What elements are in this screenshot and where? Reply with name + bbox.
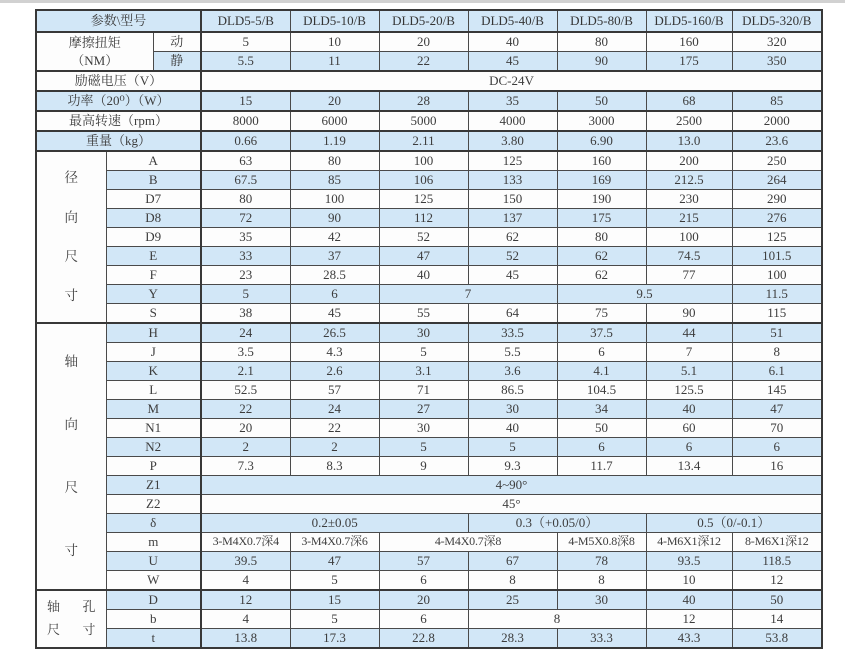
value-cell: 14 bbox=[732, 610, 822, 629]
value-cell: 8 bbox=[557, 571, 646, 591]
label-max-speed: 最高转速（rpm） bbox=[36, 111, 201, 131]
value-cell: 6 bbox=[646, 438, 732, 457]
param-t: t bbox=[106, 629, 201, 649]
value-cell: 24 bbox=[201, 323, 290, 343]
value-cell: 4 bbox=[201, 610, 290, 629]
value-cell: 137 bbox=[468, 209, 557, 228]
value-cell: 37 bbox=[290, 247, 379, 266]
value-cell: 13.8 bbox=[201, 629, 290, 649]
value-cell: 8 bbox=[468, 571, 557, 591]
value-cell: 6.90 bbox=[557, 131, 646, 151]
param-K: K bbox=[106, 362, 201, 381]
value-cell: 3-M4X0.7深6 bbox=[290, 533, 379, 552]
value-cell: 0.5（0/-0.1） bbox=[646, 514, 822, 533]
value-cell: 93.5 bbox=[646, 552, 732, 571]
value-cell: 6 bbox=[557, 438, 646, 457]
value-cell: 290 bbox=[732, 190, 822, 209]
value-cell: 37.5 bbox=[557, 323, 646, 343]
value-cell: 101.5 bbox=[732, 247, 822, 266]
model-header-cell: DLD5-160/B bbox=[646, 10, 732, 32]
value-cell: 8-M6X1深12 bbox=[732, 533, 822, 552]
value-cell: 60 bbox=[646, 419, 732, 438]
table-row bbox=[36, 266, 822, 285]
value-cell: 8 bbox=[732, 343, 822, 362]
value-cell: 38 bbox=[201, 304, 290, 324]
value-cell: 75 bbox=[557, 304, 646, 324]
value-cell: 2.6 bbox=[290, 362, 379, 381]
param-Z1: Z1 bbox=[106, 476, 201, 495]
param-H: H bbox=[106, 323, 201, 343]
value-cell: 7 bbox=[379, 285, 557, 304]
table-row bbox=[36, 438, 822, 457]
value-cell: 25 bbox=[468, 590, 557, 610]
value-cell: 5 bbox=[290, 610, 379, 629]
table-row bbox=[36, 629, 822, 649]
value-cell: 0.66 bbox=[201, 131, 290, 151]
param-B: B bbox=[106, 171, 201, 190]
scan-edge-artifact bbox=[0, 0, 845, 3]
value-cell: 85 bbox=[732, 91, 822, 111]
value-cell: 215 bbox=[646, 209, 732, 228]
value-cell: 22.8 bbox=[379, 629, 468, 649]
section-label-char: 径 bbox=[64, 170, 78, 186]
value-cell: 5.5 bbox=[201, 52, 290, 72]
value-cell: 50 bbox=[557, 91, 646, 111]
value-cell: 5 bbox=[201, 285, 290, 304]
section-label-char: 向 bbox=[64, 209, 78, 225]
value-cell: 12 bbox=[732, 571, 822, 591]
value-cell: 0.2±0.05 bbox=[201, 514, 468, 533]
value-cell: 2.11 bbox=[379, 131, 468, 151]
value-cell: 160 bbox=[557, 151, 646, 171]
value-cell: 68 bbox=[646, 91, 732, 111]
value-cell: 45 bbox=[290, 304, 379, 324]
value-cell: 55 bbox=[379, 304, 468, 324]
value-cell: 6 bbox=[290, 285, 379, 304]
spec-table-body bbox=[36, 10, 822, 648]
value-cell: 5000 bbox=[379, 111, 468, 131]
value-cell: 3.5 bbox=[201, 343, 290, 362]
value-cell: 8 bbox=[468, 610, 646, 629]
value-cell: 169 bbox=[557, 171, 646, 190]
section-label-char: 孔 bbox=[82, 599, 96, 615]
table-row bbox=[36, 610, 822, 629]
param-E: E bbox=[106, 247, 201, 266]
table-row bbox=[36, 171, 822, 190]
value-cell: 43.3 bbox=[646, 629, 732, 649]
model-header-cell: DLD5-40/B bbox=[468, 10, 557, 32]
value-cell: 85 bbox=[290, 171, 379, 190]
section-label-char: 尺 bbox=[64, 480, 78, 496]
value-cell: 125.5 bbox=[646, 381, 732, 400]
value-cell: 40 bbox=[468, 419, 557, 438]
table-row bbox=[36, 381, 822, 400]
value-cell: 6 bbox=[379, 571, 468, 591]
value-cell: 6.1 bbox=[732, 362, 822, 381]
value-cell: 23 bbox=[201, 266, 290, 285]
table-row bbox=[36, 304, 822, 324]
param-F: F bbox=[106, 266, 201, 285]
value-cell: 80 bbox=[290, 151, 379, 171]
param-D8: D8 bbox=[106, 209, 201, 228]
value-cell: 4.3 bbox=[290, 343, 379, 362]
value-cell: 52.5 bbox=[201, 381, 290, 400]
model-header-cell: DLD5-10/B bbox=[290, 10, 379, 32]
value-cell: 350 bbox=[732, 52, 822, 72]
value-cell: 15 bbox=[201, 91, 290, 111]
value-cell: 80 bbox=[557, 228, 646, 247]
value-cell: 112 bbox=[379, 209, 468, 228]
section-label-char: 寸 bbox=[64, 543, 78, 559]
value-cell: 9.5 bbox=[557, 285, 732, 304]
value-cell: 7 bbox=[646, 343, 732, 362]
value-cell: 106 bbox=[379, 171, 468, 190]
value-cell: 50 bbox=[732, 590, 822, 610]
value-cell: 52 bbox=[468, 247, 557, 266]
value-cell: 80 bbox=[201, 190, 290, 209]
param-D9: D9 bbox=[106, 228, 201, 247]
value-cell: 52 bbox=[379, 228, 468, 247]
value-cell: 28.5 bbox=[290, 266, 379, 285]
section-shaft-hole-dimensions bbox=[36, 590, 106, 648]
value-cell: 4-M6X1深12 bbox=[646, 533, 732, 552]
value-cell: 5 bbox=[379, 343, 468, 362]
value-cell: 71 bbox=[379, 381, 468, 400]
section-label-char: 尺 bbox=[64, 248, 78, 264]
table-row bbox=[36, 32, 822, 52]
value-cell: 22 bbox=[201, 400, 290, 419]
value-cell: 67 bbox=[468, 552, 557, 571]
value-cell: 2.1 bbox=[201, 362, 290, 381]
value-cell: 6000 bbox=[290, 111, 379, 131]
value-cell: 90 bbox=[557, 52, 646, 72]
table-row bbox=[36, 533, 822, 552]
value-cell: 20 bbox=[379, 32, 468, 52]
value-cell: 4000 bbox=[468, 111, 557, 131]
value-cell: 40 bbox=[646, 400, 732, 419]
value-cell: 230 bbox=[646, 190, 732, 209]
param-S: S bbox=[106, 304, 201, 324]
model-header-cell: DLD5-20/B bbox=[379, 10, 468, 32]
value-cell: 9.3 bbox=[468, 457, 557, 476]
value-cell: 5 bbox=[201, 32, 290, 52]
value-cell: 125 bbox=[732, 228, 822, 247]
param-D7: D7 bbox=[106, 190, 201, 209]
table-row bbox=[36, 362, 822, 381]
value-cell: 12 bbox=[201, 590, 290, 610]
section-label-char: 向 bbox=[64, 417, 78, 433]
clutch-spec-table bbox=[35, 9, 823, 649]
label-static: 静 bbox=[153, 52, 201, 72]
value-cell: 100 bbox=[379, 151, 468, 171]
model-header-cell: DLD5-5/B bbox=[201, 10, 290, 32]
value-cell: 5.1 bbox=[646, 362, 732, 381]
param-P: P bbox=[106, 457, 201, 476]
value-cell: 118.5 bbox=[732, 552, 822, 571]
label-power: 功率（20⁰）（W） bbox=[36, 91, 201, 111]
param-A: A bbox=[106, 151, 201, 171]
value-cell: 276 bbox=[732, 209, 822, 228]
value-cell: 17.3 bbox=[290, 629, 379, 649]
section-label-char: 寸 bbox=[64, 288, 78, 304]
value-cell: 175 bbox=[646, 52, 732, 72]
value-cell: 6 bbox=[557, 343, 646, 362]
value-cell: 150 bbox=[468, 190, 557, 209]
value-cell: 45 bbox=[468, 52, 557, 72]
value-cell: 4~90° bbox=[201, 476, 822, 495]
value-cell: 51 bbox=[732, 323, 822, 343]
table-row bbox=[36, 111, 822, 131]
param-L: L bbox=[106, 381, 201, 400]
value-cell: 175 bbox=[557, 209, 646, 228]
value-cell: 64 bbox=[468, 304, 557, 324]
section-label-char: 轴 bbox=[64, 354, 78, 370]
table-row bbox=[36, 228, 822, 247]
value-cell: 2500 bbox=[646, 111, 732, 131]
value-cell: 57 bbox=[379, 552, 468, 571]
value-cell: 72 bbox=[201, 209, 290, 228]
value-cell: 33.3 bbox=[557, 629, 646, 649]
value-cell: 22 bbox=[290, 419, 379, 438]
value-cell: 28.3 bbox=[468, 629, 557, 649]
param-N1: N1 bbox=[106, 419, 201, 438]
value-cell: 200 bbox=[646, 151, 732, 171]
value-cell: 13.0 bbox=[646, 131, 732, 151]
value-cell: 160 bbox=[646, 32, 732, 52]
value-cell: 8.3 bbox=[290, 457, 379, 476]
param-D: D bbox=[106, 590, 201, 610]
value-cell: 212.5 bbox=[646, 171, 732, 190]
value-cell: 40 bbox=[379, 266, 468, 285]
value-cell: 78 bbox=[557, 552, 646, 571]
value-cell: 50 bbox=[557, 419, 646, 438]
value-cell: 0.3（+0.05/0） bbox=[468, 514, 646, 533]
value-cell: 34 bbox=[557, 400, 646, 419]
value-cell: 42 bbox=[290, 228, 379, 247]
table-row bbox=[36, 552, 822, 571]
label-weight: 重量（kg） bbox=[36, 131, 201, 151]
value-cell: 30 bbox=[468, 400, 557, 419]
value-cell: 22 bbox=[379, 52, 468, 72]
value-cell: 40 bbox=[646, 590, 732, 610]
value-cell: 4 bbox=[201, 571, 290, 591]
value-cell: 26.5 bbox=[290, 323, 379, 343]
value-cell: 47 bbox=[732, 400, 822, 419]
value-cell: 27 bbox=[379, 400, 468, 419]
table-row bbox=[36, 52, 822, 72]
table-row bbox=[36, 457, 822, 476]
table-row bbox=[36, 419, 822, 438]
value-cell: 35 bbox=[468, 91, 557, 111]
value-cell: 5 bbox=[379, 438, 468, 457]
value-cell: 2 bbox=[201, 438, 290, 457]
label-dynamic: 动 bbox=[153, 32, 201, 52]
table-row bbox=[36, 571, 822, 591]
param-m: m bbox=[106, 533, 201, 552]
value-cell: 62 bbox=[468, 228, 557, 247]
value-cell: 15 bbox=[290, 590, 379, 610]
value-cell: DC-24V bbox=[201, 71, 822, 91]
value-cell: 23.6 bbox=[732, 131, 822, 151]
table-row bbox=[36, 285, 822, 304]
table-row bbox=[36, 514, 822, 533]
table-row bbox=[36, 476, 822, 495]
section-label-char: 轴 bbox=[47, 599, 61, 615]
value-cell: 20 bbox=[379, 590, 468, 610]
param-delta: δ bbox=[106, 514, 201, 533]
value-cell: 62 bbox=[557, 247, 646, 266]
value-cell: 5 bbox=[468, 438, 557, 457]
value-cell: 10 bbox=[646, 571, 732, 591]
model-header-cell: DLD5-80/B bbox=[557, 10, 646, 32]
value-cell: 100 bbox=[732, 266, 822, 285]
value-cell: 28 bbox=[379, 91, 468, 111]
value-cell: 12 bbox=[646, 610, 732, 629]
param-N2: N2 bbox=[106, 438, 201, 457]
value-cell: 6 bbox=[379, 610, 468, 629]
value-cell: 57 bbox=[290, 381, 379, 400]
value-cell: 67.5 bbox=[201, 171, 290, 190]
value-cell: 33.5 bbox=[468, 323, 557, 343]
value-cell: 1.19 bbox=[290, 131, 379, 151]
value-cell: 45° bbox=[201, 495, 822, 514]
value-cell: 53.8 bbox=[732, 629, 822, 649]
table-row bbox=[36, 495, 822, 514]
value-cell: 40 bbox=[468, 32, 557, 52]
model-header-cell: DLD5-320/B bbox=[732, 10, 822, 32]
value-cell: 104.5 bbox=[557, 381, 646, 400]
value-cell: 264 bbox=[732, 171, 822, 190]
value-cell: 10 bbox=[290, 32, 379, 52]
table-row bbox=[36, 590, 822, 610]
value-cell: 77 bbox=[646, 266, 732, 285]
value-cell: 8000 bbox=[201, 111, 290, 131]
value-cell: 4-M5X0.8深8 bbox=[557, 533, 646, 552]
value-cell: 35 bbox=[201, 228, 290, 247]
value-cell: 125 bbox=[379, 190, 468, 209]
value-cell: 3.1 bbox=[379, 362, 468, 381]
value-cell: 2000 bbox=[732, 111, 822, 131]
value-cell: 39.5 bbox=[201, 552, 290, 571]
value-cell: 5.5 bbox=[468, 343, 557, 362]
section-label-char: 寸 bbox=[82, 622, 96, 637]
param-Z2: Z2 bbox=[106, 495, 201, 514]
value-cell: 11 bbox=[290, 52, 379, 72]
value-cell: 16 bbox=[732, 457, 822, 476]
table-row bbox=[36, 343, 822, 362]
param-M: M bbox=[106, 400, 201, 419]
value-cell: 90 bbox=[646, 304, 732, 324]
value-cell: 30 bbox=[379, 419, 468, 438]
value-cell: 47 bbox=[290, 552, 379, 571]
value-cell: 86.5 bbox=[468, 381, 557, 400]
value-cell: 250 bbox=[732, 151, 822, 171]
value-cell: 3000 bbox=[557, 111, 646, 131]
value-cell: 24 bbox=[290, 400, 379, 419]
value-cell: 80 bbox=[557, 32, 646, 52]
value-cell: 33 bbox=[201, 247, 290, 266]
value-cell: 70 bbox=[732, 419, 822, 438]
corner-label: 参数\型号 bbox=[36, 10, 201, 32]
value-cell: 3.80 bbox=[468, 131, 557, 151]
table-row bbox=[36, 71, 822, 91]
section-radial-dimensions bbox=[36, 151, 106, 323]
value-cell: 9 bbox=[379, 457, 468, 476]
value-cell: 74.5 bbox=[646, 247, 732, 266]
table-row bbox=[36, 10, 822, 32]
section-label-char: 尺 bbox=[47, 622, 61, 637]
value-cell: 62 bbox=[557, 266, 646, 285]
label-friction-torque: 摩擦扭矩 （NM） bbox=[36, 32, 153, 71]
table-row bbox=[36, 400, 822, 419]
table-row bbox=[36, 190, 822, 209]
value-cell: 3-M4X0.7深4 bbox=[201, 533, 290, 552]
value-cell: 47 bbox=[379, 247, 468, 266]
value-cell: 63 bbox=[201, 151, 290, 171]
value-cell: 100 bbox=[646, 228, 732, 247]
value-cell: 3.6 bbox=[468, 362, 557, 381]
value-cell: 11.5 bbox=[732, 285, 822, 304]
table-row bbox=[36, 131, 822, 151]
value-cell: 115 bbox=[732, 304, 822, 324]
section-axial-dimensions bbox=[36, 323, 106, 590]
value-cell: 133 bbox=[468, 171, 557, 190]
label-excitation-voltage: 励磁电压（V） bbox=[36, 71, 201, 91]
value-cell: 30 bbox=[557, 590, 646, 610]
value-cell: 20 bbox=[290, 91, 379, 111]
value-cell: 320 bbox=[732, 32, 822, 52]
table-row bbox=[36, 323, 822, 343]
value-cell: 90 bbox=[290, 209, 379, 228]
value-cell: 125 bbox=[468, 151, 557, 171]
param-Y: Y bbox=[106, 285, 201, 304]
value-cell: 2 bbox=[290, 438, 379, 457]
value-cell: 7.3 bbox=[201, 457, 290, 476]
value-cell: 145 bbox=[732, 381, 822, 400]
table-row bbox=[36, 151, 822, 171]
value-cell: 30 bbox=[379, 323, 468, 343]
param-b: b bbox=[106, 610, 201, 629]
value-cell: 20 bbox=[201, 419, 290, 438]
table-row bbox=[36, 209, 822, 228]
value-cell: 4-M4X0.7深8 bbox=[379, 533, 557, 552]
param-J: J bbox=[106, 343, 201, 362]
table-row bbox=[36, 91, 822, 111]
value-cell: 44 bbox=[646, 323, 732, 343]
param-W: W bbox=[106, 571, 201, 591]
param-U: U bbox=[106, 552, 201, 571]
value-cell: 5 bbox=[290, 571, 379, 591]
value-cell: 6 bbox=[732, 438, 822, 457]
value-cell: 100 bbox=[290, 190, 379, 209]
value-cell: 190 bbox=[557, 190, 646, 209]
table-row bbox=[36, 247, 822, 266]
value-cell: 4.1 bbox=[557, 362, 646, 381]
value-cell: 13.4 bbox=[646, 457, 732, 476]
value-cell: 11.7 bbox=[557, 457, 646, 476]
value-cell: 45 bbox=[468, 266, 557, 285]
